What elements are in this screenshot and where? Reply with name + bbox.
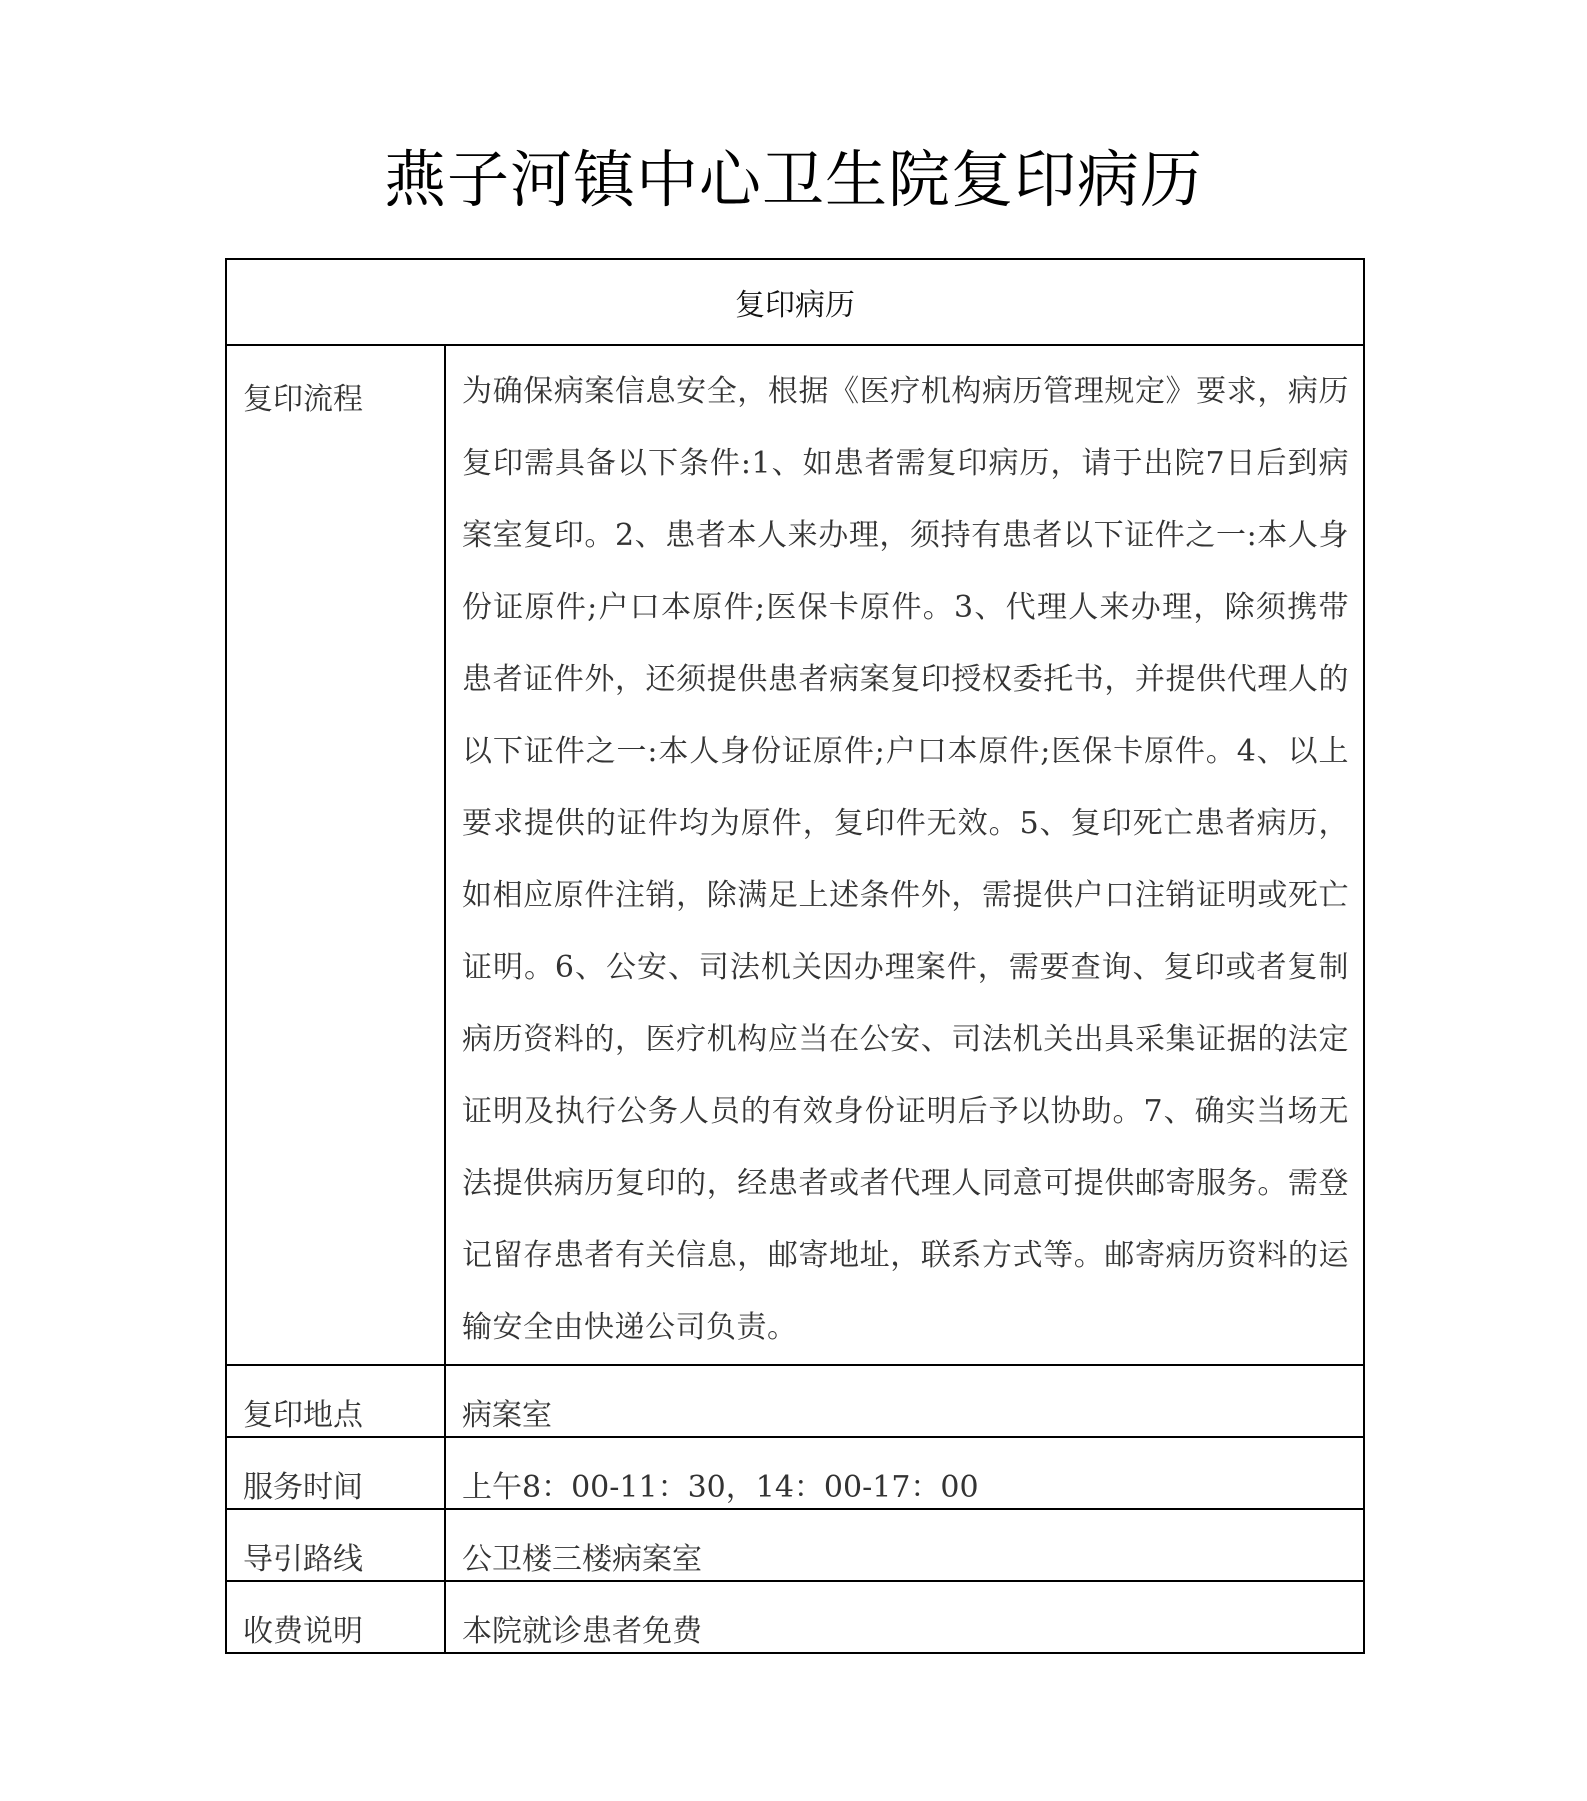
table-header-row — [226, 259, 1364, 345]
table-row — [226, 1437, 1364, 1509]
table-row — [226, 345, 1364, 1365]
table-row — [226, 1581, 1364, 1653]
row-content-copy-process: 为确保病案信息安全，根据《医疗机构病历管理规定》要求，病历复印需具备以下条件:1、如患者需复印病历，请于出院7日后到病案室复印。2、患者本人来办理，须持有患者以下证件之一:本人身份证原件;户口本原件;医保卡原件。3、代理人来办理，除须携带患者证件外，还须提供患者病案复印授权委托书，并提供代理人的以下证件之一:本人身份证原件;户口本原件;医保卡原件。4、以上要求提供的证件均为原件，复印件无效。5、复印死亡患者病历，如相应原件注销，除满足上述条件外，需提供户口注销证明或死亡证明。6、公安、司法机关因办理案件，需要查询、复印或者复制病历资料的，医疗机构应当在公安、司法机关出具采集证据的法定证明及执行公务人员的有效身份证明后予以协助。7、确实当场无法提供病历复印的，经患者或者代理人同意可提供邮寄服务。需登记留存患者有关信息，邮寄地址，联系方式等。邮寄病历资料的运输安全由快递公司负责。 — [445, 345, 1364, 1365]
row-content-directions: 公卫楼三楼病案室 — [445, 1509, 1364, 1581]
table-header: 复印病历 — [226, 259, 1364, 345]
row-label-copy-process: 复印流程 — [226, 345, 445, 1365]
row-label-directions: 导引路线 — [226, 1509, 445, 1581]
row-content-copy-location: 病案室 — [445, 1365, 1364, 1437]
row-content-fee-info: 本院就诊患者免费 — [445, 1581, 1364, 1653]
row-label-service-hours: 服务时间 — [226, 1437, 445, 1509]
row-label-copy-location: 复印地点 — [226, 1365, 445, 1437]
table-row — [226, 1365, 1364, 1437]
info-table — [225, 258, 1365, 1654]
page-title: 燕子河镇中心卫生院复印病历 — [383, 143, 1203, 216]
row-content-service-hours: 上午8：00-11：30，14：00-17：00 — [445, 1437, 1364, 1509]
table-row — [226, 1509, 1364, 1581]
row-label-fee-info: 收费说明 — [226, 1581, 445, 1653]
